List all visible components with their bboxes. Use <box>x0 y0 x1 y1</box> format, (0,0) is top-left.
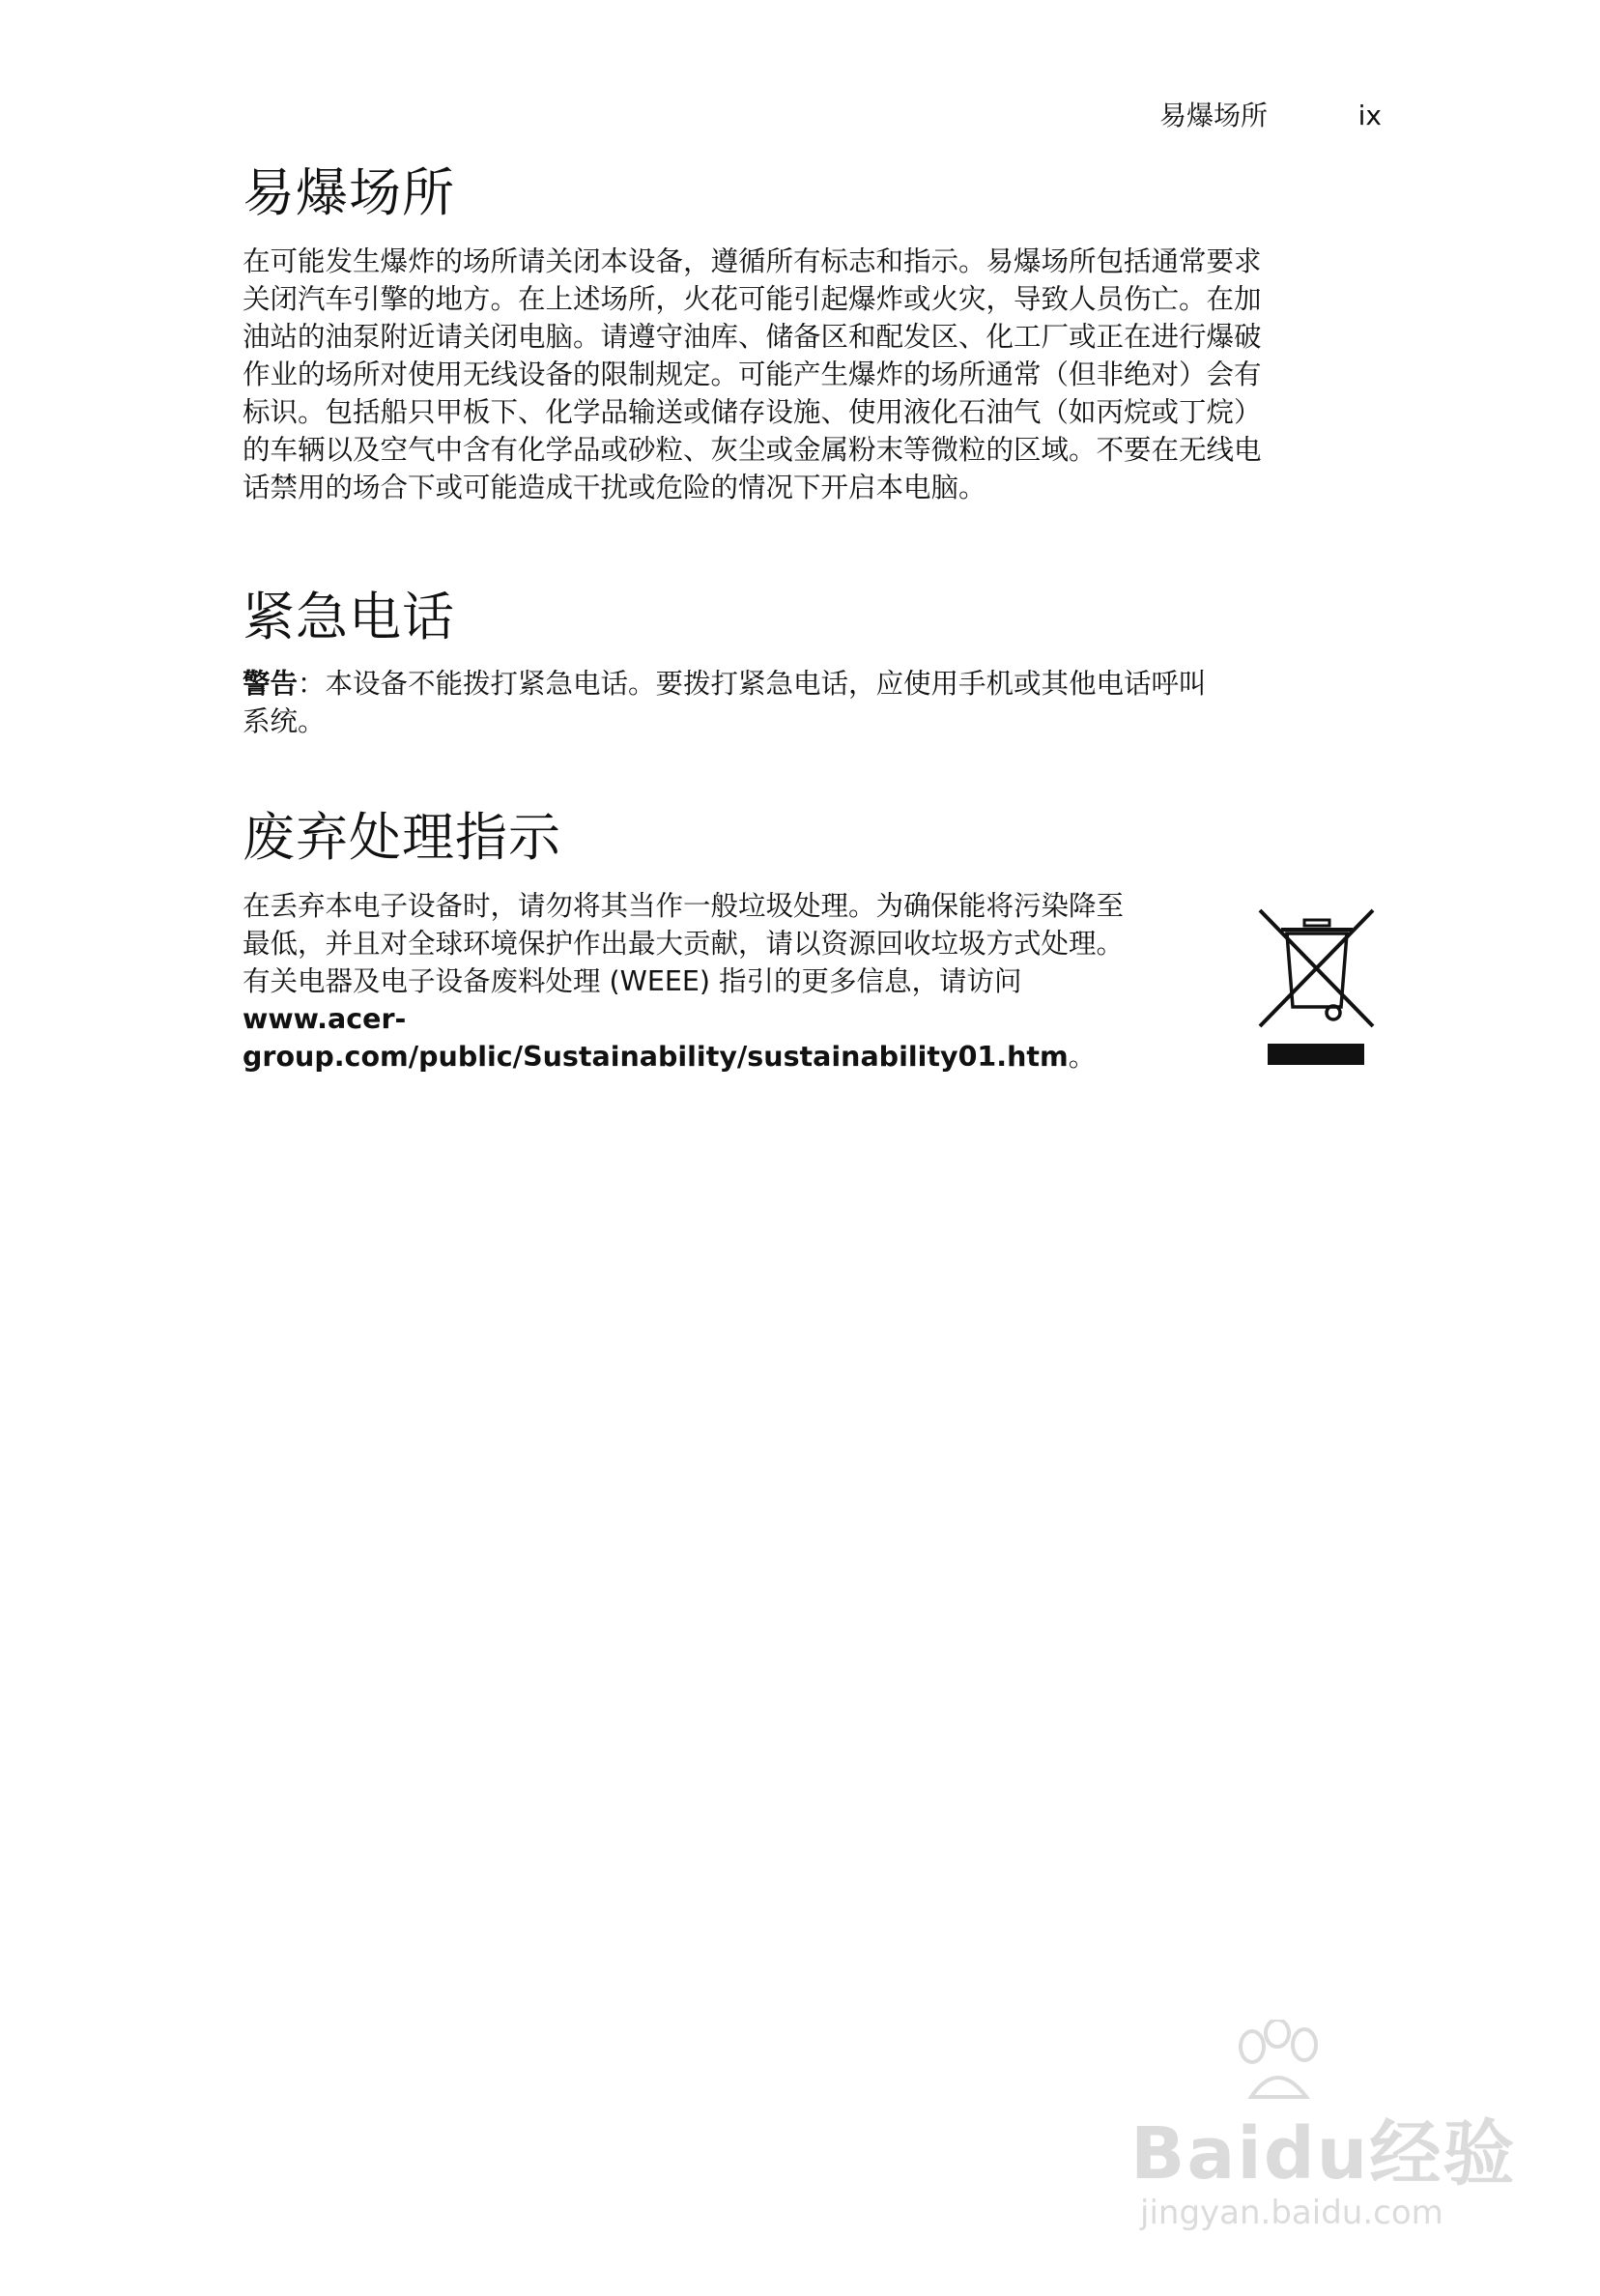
section-title-disposal-instructions: 废弃处理指示 <box>243 807 561 868</box>
paw-logo-icon <box>1227 2020 1333 2107</box>
paragraph-line: 话禁用的场合下或可能造成干扰或危险的情况下开启本电脑。 <box>243 472 986 503</box>
paragraph-line: 关闭汽车引擎的地方。在上述场所，火花可能引起爆炸或火灾，导致人员伤亡。在加 <box>243 283 1262 315</box>
section-explosive-areas <box>243 159 1383 506</box>
crossed-out-wheelie-bin-icon <box>1256 906 1377 1071</box>
running-header-title: 易爆场所 <box>1159 100 1269 131</box>
paragraph-line: 作业的场所对使用无线设备的限制规定。可能产生爆炸的场所通常（但非绝对）会有 <box>243 359 1262 390</box>
paragraph-line: 标识。包括船只甲板下、化学品输送或储存设施、使用液化石油气（如丙烷或丁烷） <box>243 396 1262 428</box>
section-disposal-instructions <box>243 804 1383 1076</box>
paragraph-line: 有关电器及电子设备废料处理 (WEEE) 指引的更多信息，请访问 <box>243 965 1022 997</box>
disposal-paragraph <box>243 887 1247 1076</box>
emergency-calls-paragraph <box>243 665 1334 740</box>
paragraph-line: 最低，并且对全球环境保护作出最大贡献，请以资源回收垃圾方式处理。 <box>243 928 1125 960</box>
warning-text: 本设备不能拨打紧急电话。要拨打紧急电话，应使用手机或其他电话呼叫 <box>325 668 1207 700</box>
baidu-jingyan-watermark <box>1130 2020 1517 2242</box>
paragraph-line: 系统。 <box>243 705 326 737</box>
paragraph-line: 在丢弃本电子设备时，请勿将其当作一般垃圾处理。为确保能将污染降至 <box>243 890 1125 922</box>
paragraph-line <box>243 665 1334 703</box>
paragraph-line: 在可能发生爆炸的场所请关闭本设备，遵循所有标志和指示。易爆场所包括通常要求 <box>243 245 1262 277</box>
sustainability-link[interactable]: www.acer-group.com/public/Sustainability/sustainability01.htm <box>243 1003 1069 1073</box>
section-emergency-calls <box>243 584 1383 740</box>
paragraph-line <box>243 1000 1247 1076</box>
warning-label: 警告 <box>243 668 299 700</box>
url-suffix: 。 <box>1068 1041 1097 1073</box>
explosive-areas-paragraph <box>243 243 1383 506</box>
paragraph-line: 油站的油泵附近请关闭电脑。请遵守油库、储备区和配发区、化工厂或正在进行爆破 <box>243 321 1262 353</box>
watermark-brand: Baidu经验 <box>1130 2112 1517 2196</box>
paragraph-line: 的车辆以及空气中含有化学品或砂粒、灰尘或金属粉末等微粒的区域。不要在无线电 <box>243 434 1262 466</box>
section-title-emergency-calls: 紧急电话 <box>243 587 455 647</box>
warning-colon: ： <box>298 668 326 700</box>
watermark-domain: jingyan.baidu.com <box>1140 2194 1443 2232</box>
section-title-explosive-areas: 易爆场所 <box>243 162 455 223</box>
running-header <box>1159 97 1382 135</box>
page-number: ix <box>1357 100 1382 131</box>
